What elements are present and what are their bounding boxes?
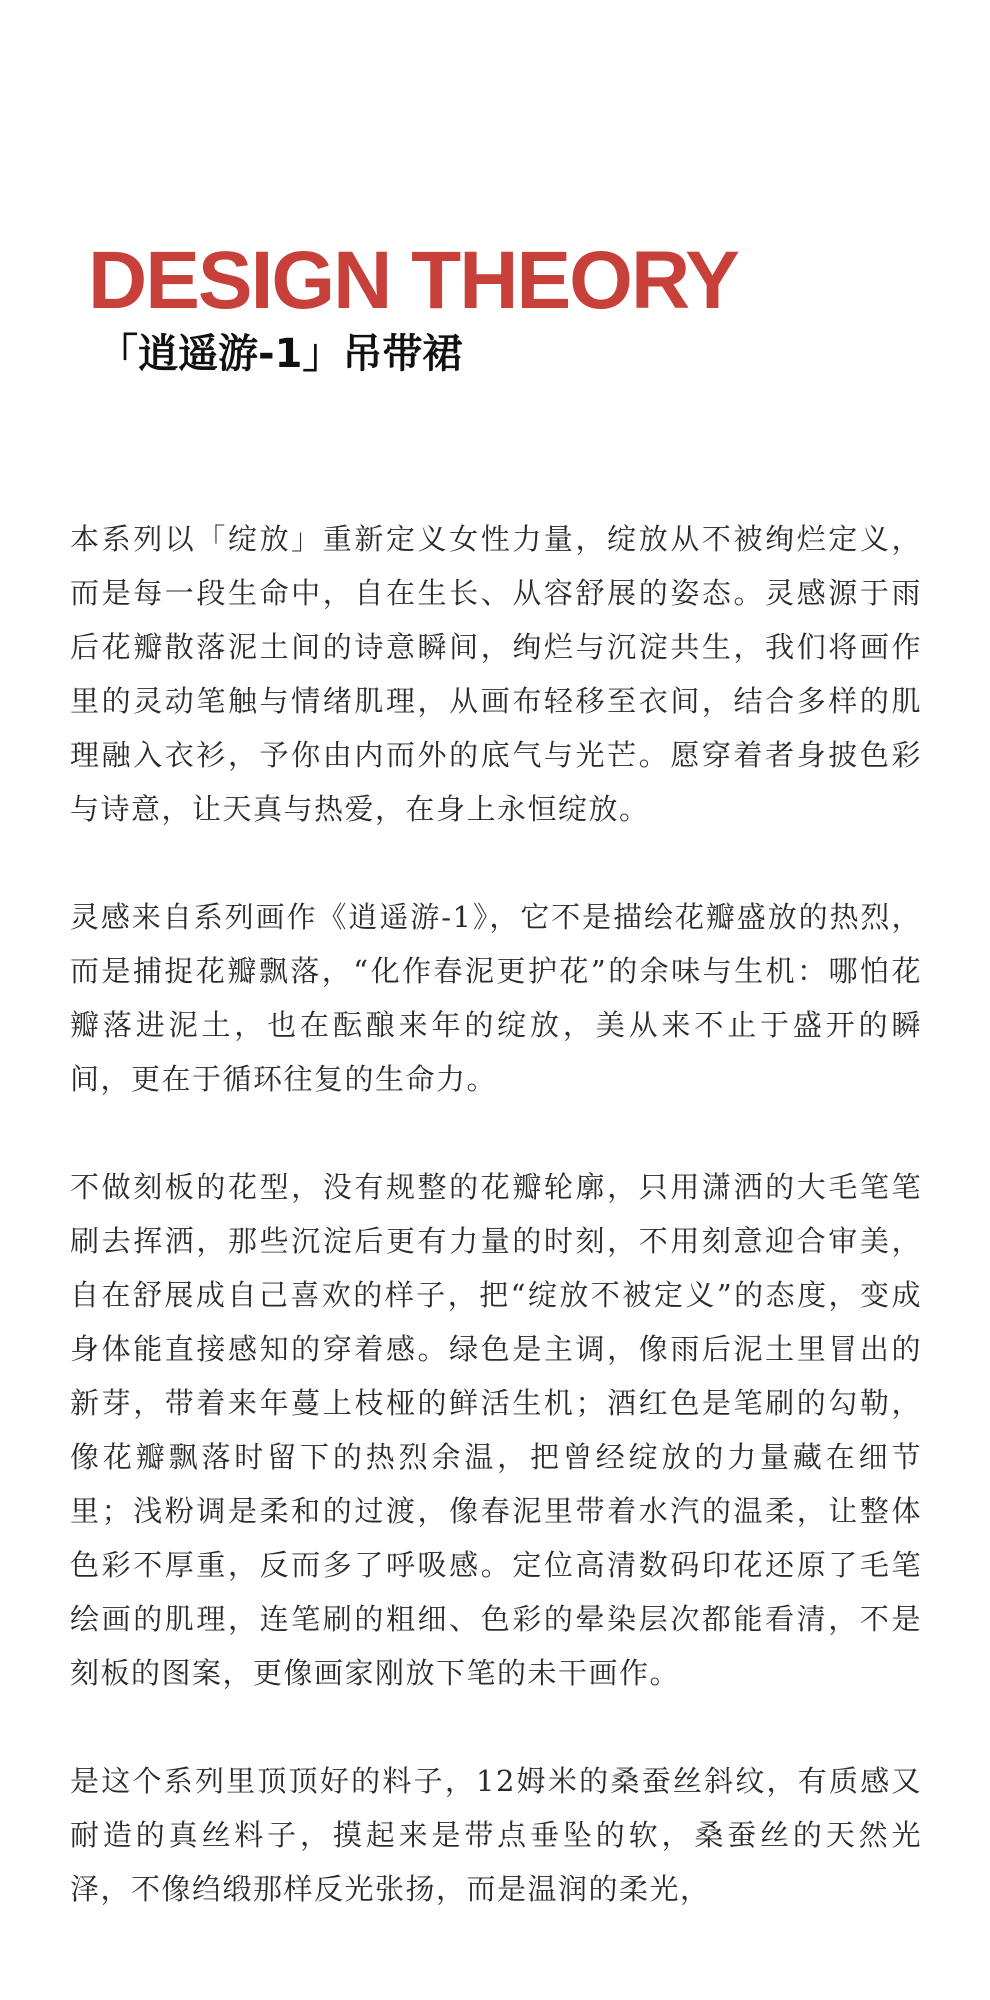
page-title: DESIGN THEORY xyxy=(88,235,738,326)
paragraph-fabric: 是这个系列里顶顶好的料子，12姆米的桑蚕丝斜纹，有质感又耐造的真丝料子，摸起来是带点垂坠的软，桑蚕丝的天然光泽，不像绉缎那样反光张扬，而是温润的柔光， xyxy=(70,1764,922,1906)
article-body xyxy=(70,512,922,1970)
paragraph-inspiration: 灵感来自系列画作《逍遥游-1》，它不是描绘花瓣盛放的热烈，而是捕捉花瓣飘落，“化作春泥更护花”的余味与生机：哪怕花瓣落进泥土，也在酝酿来年的绽放，美从来不止于盛开的瞬间，更在于循环往复的生命力。 xyxy=(70,900,922,1096)
paragraph-intro: 本系列以「绽放」重新定义女性力量，绽放从不被绚烂定义，而是每一段生命中，自在生长、从容舒展的姿态。灵感源于雨后花瓣散落泥土间的诗意瞬间，绚烂与沉淀共生，我们将画作里的灵动笔触与情绪肌理，从画布轻移至衣间，结合多样的肌理融入衣衫，予你由内而外的底气与光芒。愿穿着者身披色彩与诗意，让天真与热爱，在身上永恒绽放。 xyxy=(70,522,922,826)
product-subtitle: 「逍遥游-1」吊带裙 xyxy=(98,331,463,377)
paragraph-design-colors: 不做刻板的花型，没有规整的花瓣轮廓，只用潇洒的大毛笔笔刷去挥洒，那些沉淀后更有力量的时刻，不用刻意迎合审美，自在舒展成自己喜欢的样子，把“绽放不被定义”的态度，变成身体能直接感知的穿着感。绿色是主调，像雨后泥土里冒出的新芽，带着来年蔓上枝桠的鲜活生机；酒红色是笔刷的勾勒，像花瓣飘落时留下的热烈余温，把曾经绽放的力量藏在细节里；浅粉调是柔和的过渡，像春泥里带着水汽的温柔，让整体色彩不厚重，反而多了呼吸感。定位高清数码印花还原了毛笔绘画的肌理，连笔刷的粗细、色彩的晕染层次都能看清，不是刻板的图案，更像画家刚放下笔的未干画作。 xyxy=(70,1170,922,1690)
